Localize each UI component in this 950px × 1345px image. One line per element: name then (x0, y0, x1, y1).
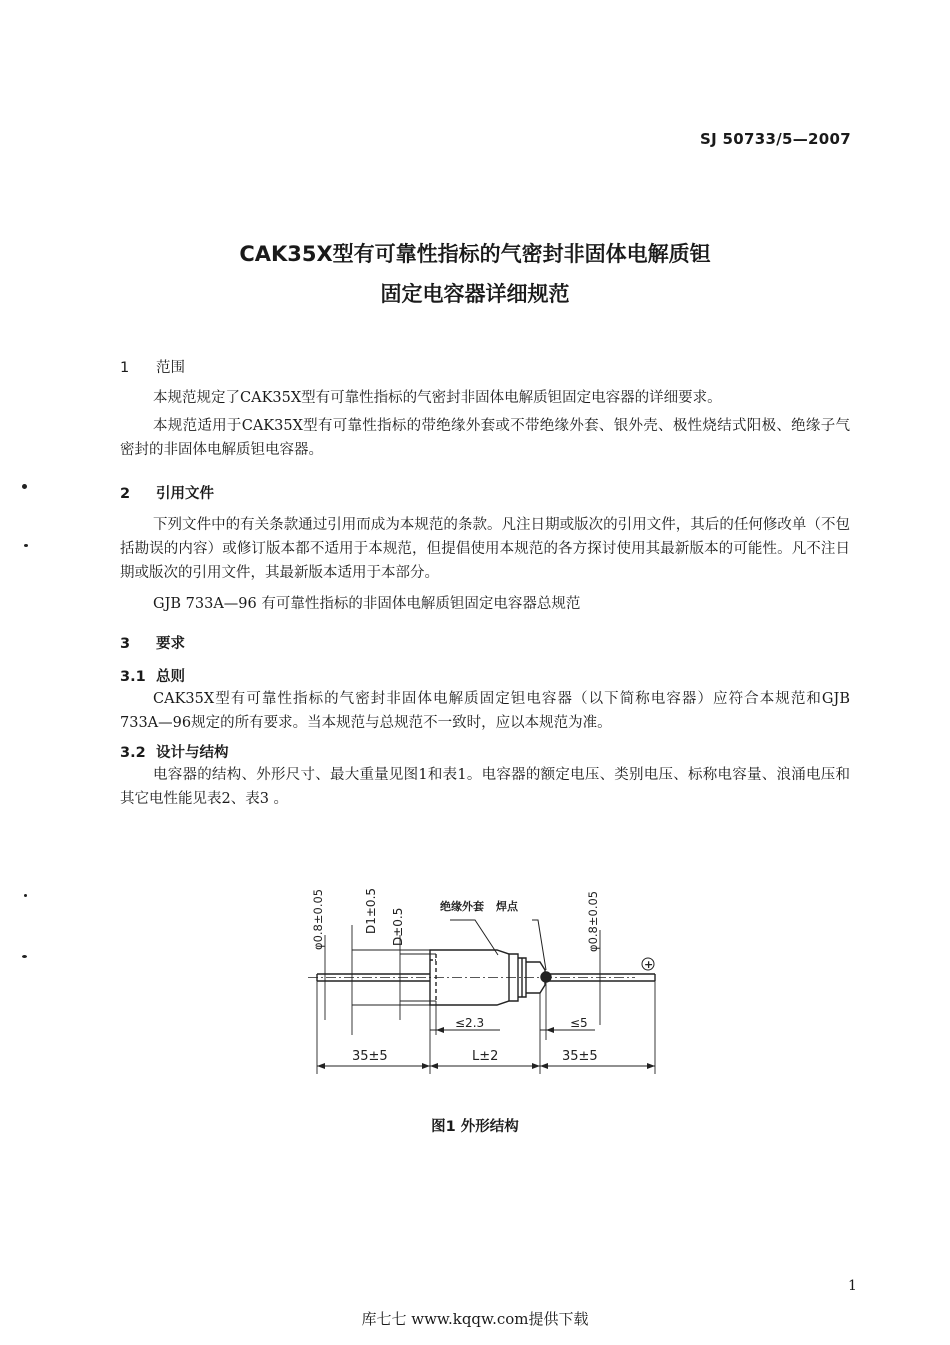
section-3-1-heading: 3.1 总则 (120, 669, 185, 685)
scan-mark (24, 894, 27, 897)
right-lead-length-label: 35±5 (562, 1049, 598, 1064)
scan-mark (22, 484, 27, 489)
scan-mark (24, 544, 28, 547)
section-2-paragraph-1: 下列文件中的有关条款通过引用而成为本规范的条款。凡注日期或版次的引用文件，其后的任何修改单（不包括勘误的内容）或修订版本都不适用于本规范，但提倡使用本规范的各方探讨使用其最新版本的可能性。凡不注日期或版次的引用文件，其最新版本适用于本部分。 (120, 517, 850, 581)
capacitor-outline-drawing (300, 870, 670, 1085)
page-number: 1 (848, 1278, 857, 1294)
document-title-line1: CAK35X型有可靠性指标的气密封非固体电解质钽 (239, 242, 711, 266)
lead-diameter-right-label: φ0.8±0.05 (586, 890, 600, 952)
section-1-paragraph-1: 本规范规定了CAK35X型有可靠性指标的气密封非固体电解质钽固定电容器的详细要求。 (153, 390, 722, 406)
lead-diameter-left-label: φ0.8±0.05 (311, 888, 325, 950)
figure-1-caption: 图1 外形结构 (431, 1119, 519, 1135)
document-title-line2: 固定电容器详细规范 (380, 282, 570, 306)
body-length-label: L±2 (472, 1049, 499, 1064)
section-3-2-paragraph: 电容器的结构、外形尺寸、最大重量见图1和表1。电容器的额定电压、类别电压、标称电容量、浪涌电压和其它电性能见表2、表3 。 (120, 767, 850, 807)
section-2-heading: 2 引用文件 (120, 486, 214, 502)
section-2-reference: GJB 733A—96 有可靠性指标的非固体电解质钽固定电容器总规范 (153, 596, 581, 612)
section-3-2-heading: 3.2 设计与结构 (120, 745, 229, 761)
weld-point-label: 焊点 (496, 900, 518, 913)
d1-dimension-label: D1±0.5 (364, 887, 378, 934)
d-dimension-label: D±0.5 (391, 907, 405, 946)
left-lead-length-label: 35±5 (352, 1049, 388, 1064)
section-1-paragraph-2: 本规范适用于CAK35X型有可靠性指标的带绝缘外套或不带绝缘外套、银外壳、极性烧结式阳极、绝缘子气密封的非固体电解质钽电容器。 (120, 418, 850, 458)
sleeve-label: 绝缘外套 (440, 900, 484, 913)
gap-5-label: ≤5 (570, 1016, 588, 1030)
scan-mark (22, 955, 27, 958)
polarity-mark: + (644, 958, 654, 971)
download-footer: 库七七 www.kqqw.com提供下载 (361, 1310, 589, 1328)
standard-number: SJ 50733/5—2007 (700, 130, 851, 148)
section-3-1-paragraph: CAK35X型有可靠性指标的气密封非固体电解质固定钽电容器（以下简称电容器）应符合本规范和GJB 733A—96规定的所有要求。当本规范与总规范不一致时，应以本规范为准。 (120, 691, 850, 731)
section-3-heading: 3 要求 (120, 636, 185, 652)
gap-2-3-label: ≤2.3 (455, 1016, 485, 1030)
section-1-heading: 1 范围 (120, 360, 185, 376)
